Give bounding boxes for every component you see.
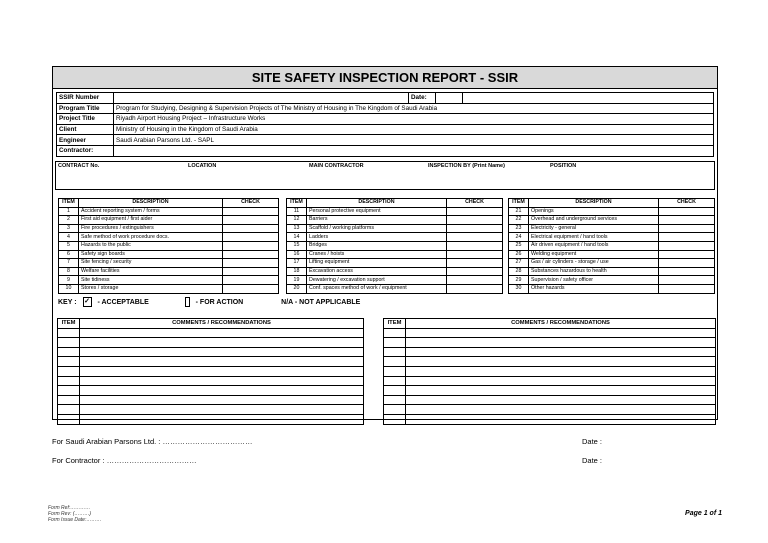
- checklist-row: 15 Bridges: [287, 241, 503, 250]
- check-cell[interactable]: [447, 267, 503, 276]
- comment-row: [384, 328, 716, 338]
- checklist-row: 21 Openings: [509, 207, 715, 216]
- checklist-row: 20 Conf. spaces method of work / equipment: [287, 284, 503, 293]
- comment-row: [384, 347, 716, 357]
- checklist-row: 24 Electrical equipment / hand tools: [509, 233, 715, 242]
- checklist-row: 6 Safety sign boards: [59, 250, 279, 259]
- contractor-label: Contractor:: [57, 145, 114, 156]
- ssir-number-label: SSIR Number: [57, 93, 114, 104]
- checklist-row: 27 Gas / air cylinders - storage / use: [509, 259, 715, 268]
- check-cell[interactable]: [223, 259, 279, 268]
- form-issue-date: Form Issue Date:………: [48, 517, 102, 523]
- check-cell[interactable]: [659, 259, 715, 268]
- form-ref: Form Ref:…………: [48, 505, 91, 511]
- check-cell[interactable]: [223, 267, 279, 276]
- comment-row: [58, 347, 364, 357]
- client-value: Ministry of Housing in the Kingdom of Saudi Arabia: [114, 124, 714, 135]
- comments-table-left: ITEM COMMENTS / RECOMMENDATIONS: [57, 318, 364, 425]
- main-contractor-label: MAIN CONTRACTOR: [309, 163, 364, 169]
- check-cell[interactable]: [447, 224, 503, 233]
- checklist-row: 1 Accident reporting system / forms: [59, 207, 279, 216]
- comment-row: [58, 414, 364, 424]
- comment-row: [58, 395, 364, 405]
- client-label: Client: [57, 124, 114, 135]
- check-cell[interactable]: [659, 276, 715, 285]
- checklist-row: 11 Personal protective equipment: [287, 207, 503, 216]
- comment-row: [58, 366, 364, 376]
- comment-row: [58, 338, 364, 348]
- report-title: SITE SAFETY INSPECTION REPORT - SSIR: [53, 67, 717, 89]
- checklist-row: 14 Ladders: [287, 233, 503, 242]
- checklist-row: 26 Welding equipment: [509, 250, 715, 259]
- acceptable-checkbox-icon: ✓: [84, 298, 90, 305]
- checklist-row: 12 Barriers: [287, 216, 503, 225]
- checklist-row: 3 Fire procedures / extinguishers: [59, 224, 279, 233]
- inspection-by-label: INSPECTION BY (Print Name): [428, 163, 505, 169]
- checklist-row: 9 Site tidiness: [59, 276, 279, 285]
- comment-row: [58, 405, 364, 415]
- comment-row: [58, 386, 364, 396]
- checklist-row: 30 Other hazards: [509, 284, 715, 293]
- location-label: LOCATION: [188, 163, 217, 169]
- comments-table-right: ITEM COMMENTS / RECOMMENDATIONS: [383, 318, 716, 425]
- checklist-table-2: ITEM DESCRIPTION CHECK 11 Personal protective equipment 12 Barriers 13 Scaffold / working platforms 14 Ladders 15 Bridges 16 Cranes / hoists 17 Lifting equipment 18 Excavation access 19 Dewatering / excavation support 20 Conf. spaces method of work / equipment: [286, 198, 503, 294]
- check-cell[interactable]: [659, 284, 715, 293]
- comment-row: [58, 376, 364, 386]
- checklist-row: 18 Excavation access: [287, 267, 503, 276]
- checklist-row: 23 Electricity - general: [509, 224, 715, 233]
- check-cell[interactable]: [659, 267, 715, 276]
- checklist-row: 16 Cranes / hoists: [287, 250, 503, 259]
- key-label: KEY :: [58, 298, 77, 306]
- check-cell[interactable]: [659, 241, 715, 250]
- checklist-row: 28 Substances hazardous to health: [509, 267, 715, 276]
- check-cell[interactable]: [447, 250, 503, 259]
- position-label: POSITION: [550, 163, 577, 169]
- checklist-row: 5 Hazards to the public: [59, 241, 279, 250]
- checklist-row: 2 First aid equipment / first aider: [59, 216, 279, 225]
- for-action-box-icon: [185, 297, 190, 307]
- contractor-field[interactable]: [114, 145, 714, 156]
- check-cell[interactable]: [223, 207, 279, 216]
- comment-row: [384, 395, 716, 405]
- check-cell[interactable]: [223, 224, 279, 233]
- comment-row: [384, 357, 716, 367]
- check-cell[interactable]: [659, 224, 715, 233]
- form-rev: Form Rev: (………): [48, 511, 92, 517]
- check-cell[interactable]: [447, 207, 503, 216]
- check-cell[interactable]: [223, 241, 279, 250]
- check-cell[interactable]: [447, 233, 503, 242]
- check-cell[interactable]: [447, 284, 503, 293]
- checklist-row: 13 Scaffold / working platforms: [287, 224, 503, 233]
- sapl-date-label: Date :: [582, 437, 603, 446]
- comment-row: [384, 376, 716, 386]
- comment-row: [384, 386, 716, 396]
- check-cell[interactable]: [659, 216, 715, 225]
- check-cell[interactable]: [447, 241, 503, 250]
- contractor-date-label: Date :: [582, 456, 603, 465]
- comment-row: [384, 338, 716, 348]
- check-cell[interactable]: [223, 233, 279, 242]
- date-label: Date:: [409, 93, 436, 104]
- check-cell[interactable]: [223, 250, 279, 259]
- comment-row: [58, 328, 364, 338]
- checklist-table-3: ITEM DESCRIPTION CHECK 21 Openings 22 Overhead and underground services 23 Electricity - general 24 Electrical equipment / hand tools 25 Air driven equipment / hand tools 26 Welding equipment 27 Gas / air cylinders - storage / use 28 Substances hazardous to health 29 Supervision / safety officer 30 Other hazards: [508, 198, 715, 294]
- sapl-signature-line[interactable]: For Saudi Arabian Parsons Ltd. : ………………………………: [52, 437, 253, 446]
- comment-row: [384, 414, 716, 424]
- checklist-row: 19 Dewatering / excavation support: [287, 276, 503, 285]
- checklist-table-1: ITEM DESCRIPTION CHECK 1 Accident reporting system / forms 2 First aid equipment / first aider 3 Fire procedures / extinguishers 4 Safe method of work procedure docs. 5 Hazards to the public 6 Safety sign boards 7 Site fencing / security 8 Welfare facilities 9 Site tidiness 10 Stores / storage: [58, 198, 279, 294]
- check-cell[interactable]: [223, 284, 279, 293]
- checklist-row: 29 Supervision / safety officer: [509, 276, 715, 285]
- contractor-signature-line[interactable]: For Contractor : ………………………………: [52, 456, 197, 465]
- key-legend: [58, 297, 360, 307]
- contract-details-row: [55, 161, 715, 190]
- key-acceptable: - ACCEPTABLE: [97, 298, 149, 306]
- key-for-action: - FOR ACTION: [195, 298, 244, 306]
- check-cell[interactable]: [659, 250, 715, 259]
- check-cell[interactable]: [447, 276, 503, 285]
- project-title-value: Riyadh Airport Housing Project – Infrastructure Works: [114, 114, 714, 125]
- ssir-number-field[interactable]: [114, 93, 409, 104]
- project-info-table: [56, 92, 714, 157]
- check-cell[interactable]: [659, 207, 715, 216]
- comment-row: [58, 357, 364, 367]
- check-cell[interactable]: [447, 259, 503, 268]
- checklist-row: 25 Air driven equipment / hand tools: [509, 241, 715, 250]
- check-cell[interactable]: [223, 276, 279, 285]
- contract-no-label: CONTRACT No.: [58, 163, 100, 169]
- engineer-label: Engineer: [57, 135, 114, 146]
- checklist-row: 4 Safe method of work procedure docs.: [59, 233, 279, 242]
- check-cell[interactable]: [223, 216, 279, 225]
- program-title-label: Program Title: [57, 103, 114, 114]
- engineer-value: Saudi Arabian Parsons Ltd. - SAPL: [114, 135, 714, 146]
- key-not-applicable: N/A - NOT APPLICABLE: [281, 298, 361, 306]
- checklist-row: 17 Lifting equipment: [287, 259, 503, 268]
- program-title-value: Program for Studying, Designing & Supervision Projects of The Ministry of Housing in The Kingdom of Saudi Arabia: [114, 103, 714, 114]
- comment-row: [384, 405, 716, 415]
- page-number: Page 1 of 1: [685, 510, 722, 517]
- checklist-row: 10 Stores / storage: [59, 284, 279, 293]
- checklist-row: 22 Overhead and underground services: [509, 216, 715, 225]
- check-cell[interactable]: [659, 233, 715, 242]
- checklist-row: 8 Welfare facilities: [59, 267, 279, 276]
- checklist-row: 7 Site fencing / security: [59, 259, 279, 268]
- project-title-label: Project Title: [57, 114, 114, 125]
- date-field[interactable]: [436, 93, 463, 104]
- check-cell[interactable]: [447, 216, 503, 225]
- comment-row: [384, 366, 716, 376]
